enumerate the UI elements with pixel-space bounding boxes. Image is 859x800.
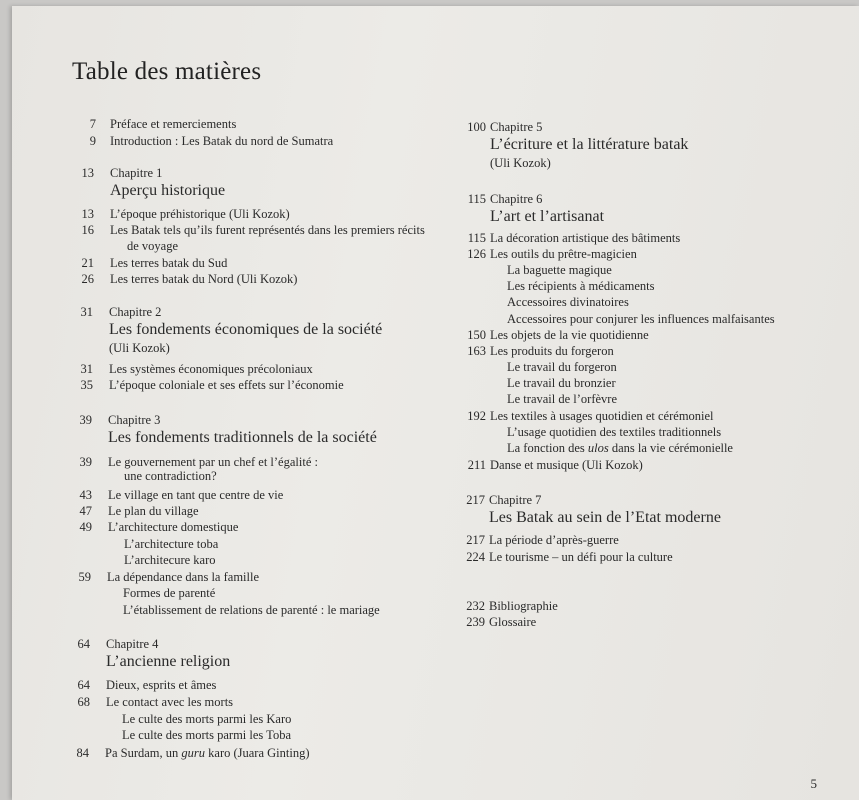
- page: Table des matières 7 Préface et remerciements 9 Introduction : Les Batak du nord de Sumatra 13 Chapitre 1 Aperçu historique 13 L’époque préhistorique (Uli Kozok) 16 Les Batak tels qu’ils furent représentés dans les premiers récits de voyage 21 Les terres batak du Sud 26 Les terres batak du Nord (Uli Kozok) 31 Chapitre 2 Les fondements économiques de la société (Uli Kozok) 31 Les systèmes économiques précoloniaux 35 L’époque coloniale et ses effets sur l’économie 39 Chapitre 3 Les fondements traditionnels de la société 39 Le gouvernement par un chef et l’égalité : une contradiction? 43 Le village en tant que centre de vie 47 Le plan du village 49 L’architecture domestique L’architecture toba L’architecure karo 59 La dépendance dans la famille Formes de parenté L’établissement de relations de parenté : le mariage 64 Chapitre 4 L’ancienne religion 64 Dieux, esprits et âmes 68 Le contact avec les morts Le culte des morts parmi les Karo Le culte des morts parmi les Toba 84 Pa Surdam, un guru karo (Juara Ginting) 100 Chapitre 5 L’écriture et la littérature batak (Uli Kozok) 115 Chapitre 6 L’art et l’artisanat 115 La décoration artistique des bâtiments 126 Les outils du prêtre-magicien La baguette magique Les récipients à médicaments Accessoires divinatoires Accessoires pour conjurer les influences malfaisantes 150 Les objets de la vie quotidienne 163 Les produits du forgeron Le travail du forgeron Le travail du bronzier Le travail de l’orfèvre 192 Les textiles à usages quotidien et cérémoniel L’usage quotidien des textiles traditionnels La fonction des ulos dans la vie cérémonielle 211 Danse et musique (Uli Kozok) 217 Chapitre 7 Les Batak au sein de l’Etat moderne 217 La période d’après-guerre 224 Le tourisme – un défi pour la culture 232 Bibliographie 239 Glossaire 5: [12, 6, 859, 800]
- page-title: Table des matières: [72, 58, 262, 85]
- toc-entry-text: Pa Surdam, un guru karo (Juara Ginting): [105, 746, 310, 760]
- page-number: 5: [810, 776, 817, 791]
